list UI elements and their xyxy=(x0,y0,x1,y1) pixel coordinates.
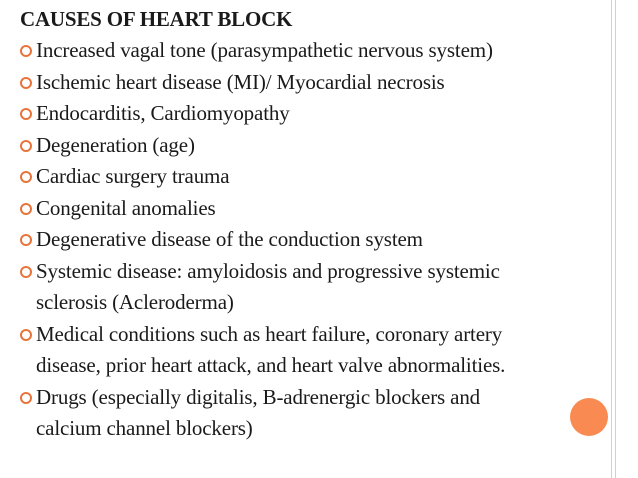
bullet-item xyxy=(20,35,612,67)
slide-title: CAUSES OF HEART BLOCK xyxy=(20,7,293,31)
hollow-circle-icon xyxy=(20,392,32,404)
decorative-circle xyxy=(570,398,608,436)
bullet-item xyxy=(20,98,612,130)
bullet-item xyxy=(20,67,612,99)
hollow-circle-icon xyxy=(20,171,32,183)
bullet-text-continued: calcium channel blockers) xyxy=(36,416,253,440)
bullet-text: Ischemic heart disease (MI)/ Myocardial necrosis xyxy=(36,69,445,94)
bullet-item xyxy=(20,319,612,382)
bullet-item xyxy=(20,224,612,256)
bullet-text-continued: disease, prior heart attack, and heart valve abnormalities. xyxy=(36,353,506,377)
bullet-item xyxy=(20,382,612,445)
slide-border-line-outer xyxy=(615,0,616,478)
hollow-circle-icon xyxy=(20,108,32,120)
hollow-circle-icon xyxy=(20,140,32,152)
hollow-circle-icon xyxy=(20,329,32,341)
bullet-text-continued: sclerosis (Acleroderma) xyxy=(36,290,234,314)
bullet-list xyxy=(20,35,612,445)
bullet-text: Medical conditions such as heart failure, coronary artery xyxy=(36,321,503,346)
bullet-item xyxy=(20,161,612,193)
hollow-circle-icon xyxy=(20,45,32,57)
bullet-text: Increased vagal tone (parasympathetic nervous system) xyxy=(36,38,493,62)
slide-content xyxy=(20,4,612,445)
bullet-item xyxy=(20,193,612,225)
bullet-text: Congenital anomalies xyxy=(36,195,216,220)
bullet-text: Endocarditis, Cardiomyopathy xyxy=(36,101,290,125)
bullet-text: Drugs (especially digitalis, B-adrenergic blockers and xyxy=(36,384,481,409)
hollow-circle-icon xyxy=(20,266,32,278)
bullet-item xyxy=(20,256,612,319)
bullet-item xyxy=(20,130,612,162)
bullet-text: Cardiac surgery trauma xyxy=(36,164,230,188)
bullet-text: Systemic disease: amyloidosis and progressive systemic xyxy=(36,258,500,283)
hollow-circle-icon xyxy=(20,77,32,89)
hollow-circle-icon xyxy=(20,234,32,246)
bullet-text: Degenerative disease of the conduction system xyxy=(36,227,423,251)
hollow-circle-icon xyxy=(20,203,32,215)
bullet-text: Degeneration (age) xyxy=(36,132,195,157)
